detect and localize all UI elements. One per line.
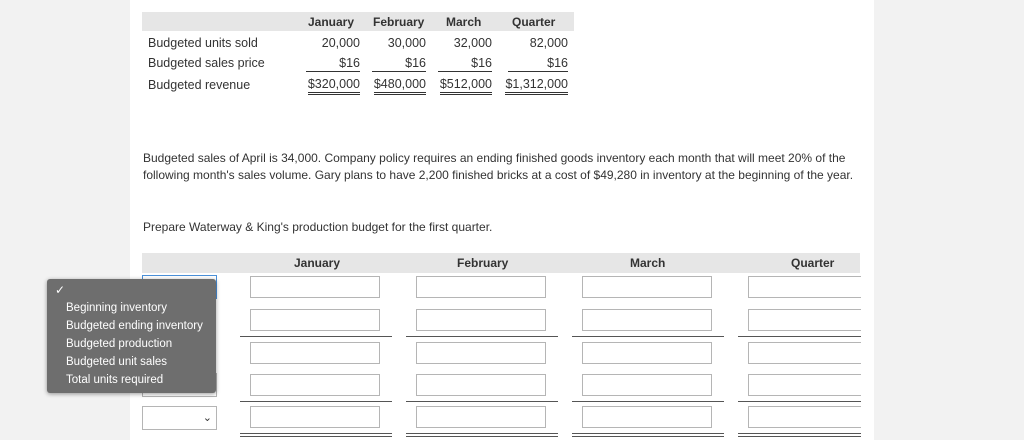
input-feb-row2[interactable] xyxy=(416,309,546,331)
subtotal-line xyxy=(240,401,392,402)
checkmark-icon: ✓ xyxy=(55,283,66,297)
total-double-line xyxy=(406,433,558,437)
row-label-revenue: Budgeted revenue xyxy=(148,78,251,92)
total-double-line xyxy=(240,433,392,437)
subtotal-line xyxy=(406,336,558,337)
sales-price-january: $16 xyxy=(306,56,360,72)
units-sold-january: 20,000 xyxy=(321,36,360,50)
revenue-table-header xyxy=(142,12,574,31)
pb-col-february: February xyxy=(457,256,509,270)
total-double-line xyxy=(738,433,861,437)
total-double-line xyxy=(572,433,724,437)
input-qtr-row1[interactable] xyxy=(748,276,861,298)
col-header-march: March xyxy=(446,15,482,29)
sales-price-march: $16 xyxy=(438,56,492,72)
dropdown-option[interactable]: Budgeted unit sales xyxy=(66,356,168,368)
subtotal-line xyxy=(240,336,392,337)
subtotal-line xyxy=(738,336,861,337)
input-mar-row5[interactable] xyxy=(582,406,712,428)
input-feb-row4[interactable] xyxy=(416,374,546,396)
problem-description: Budgeted sales of April is 34,000. Company policy requires an ending finished goods inventory each month that will meet 20% of the following month's sales volume. Gary plans to have 2,200 finished bricks at a cost of $49,280 in inventory at the beginning of the year. xyxy=(143,151,854,182)
revenue-quarter: $1,312,000 xyxy=(505,77,568,95)
task-prompt: Prepare Waterway & King's production budget for the first quarter. xyxy=(143,220,493,234)
row-label-select-5[interactable] xyxy=(142,406,217,430)
units-sold-quarter: 82,000 xyxy=(529,36,568,50)
revenue-february: $480,000 xyxy=(374,77,426,95)
input-feb-row5[interactable] xyxy=(416,406,546,428)
revenue-january: $320,000 xyxy=(308,77,360,95)
col-header-february: February xyxy=(373,15,425,29)
subtotal-line xyxy=(572,336,724,337)
input-jan-row4[interactable] xyxy=(250,374,380,396)
subtotal-line xyxy=(738,401,861,402)
pb-col-january: January xyxy=(294,256,341,270)
subtotal-line xyxy=(406,401,558,402)
sales-price-quarter: $16 xyxy=(508,56,568,72)
dropdown-option[interactable]: Beginning inventory xyxy=(66,302,168,314)
row-label-units-sold: Budgeted units sold xyxy=(148,36,258,50)
input-mar-row3[interactable] xyxy=(582,342,712,364)
input-mar-row1[interactable] xyxy=(582,276,712,298)
input-jan-row3[interactable] xyxy=(250,342,380,364)
dropdown-option[interactable]: Budgeted ending inventory xyxy=(66,320,203,332)
dropdown-option[interactable]: Total units required xyxy=(66,374,164,386)
input-qtr-row3[interactable] xyxy=(748,342,861,364)
row-label-dropdown-menu xyxy=(47,279,216,393)
chevron-down-icon: ⌄ xyxy=(202,412,212,424)
pb-col-march: March xyxy=(630,256,666,270)
input-mar-row2[interactable] xyxy=(582,309,712,331)
units-sold-february: 30,000 xyxy=(387,36,426,50)
input-jan-row2[interactable] xyxy=(250,309,380,331)
input-qtr-row5[interactable] xyxy=(748,406,861,428)
subtotal-line xyxy=(572,401,724,402)
col-header-quarter: Quarter xyxy=(512,15,556,29)
input-mar-row4[interactable] xyxy=(582,374,712,396)
input-jan-row5[interactable] xyxy=(250,406,380,428)
input-jan-row1[interactable] xyxy=(250,276,380,298)
col-header-january: January xyxy=(308,15,355,29)
input-qtr-row2[interactable] xyxy=(748,309,861,331)
revenue-march: $512,000 xyxy=(440,77,492,95)
input-feb-row1[interactable] xyxy=(416,276,546,298)
sales-price-february: $16 xyxy=(372,56,426,72)
dropdown-option[interactable]: Budgeted production xyxy=(66,338,173,350)
units-sold-march: 32,000 xyxy=(453,36,492,50)
input-qtr-row4[interactable] xyxy=(748,374,861,396)
pb-col-quarter: Quarter xyxy=(791,256,835,270)
input-feb-row3[interactable] xyxy=(416,342,546,364)
row-label-sales-price: Budgeted sales price xyxy=(148,56,265,70)
